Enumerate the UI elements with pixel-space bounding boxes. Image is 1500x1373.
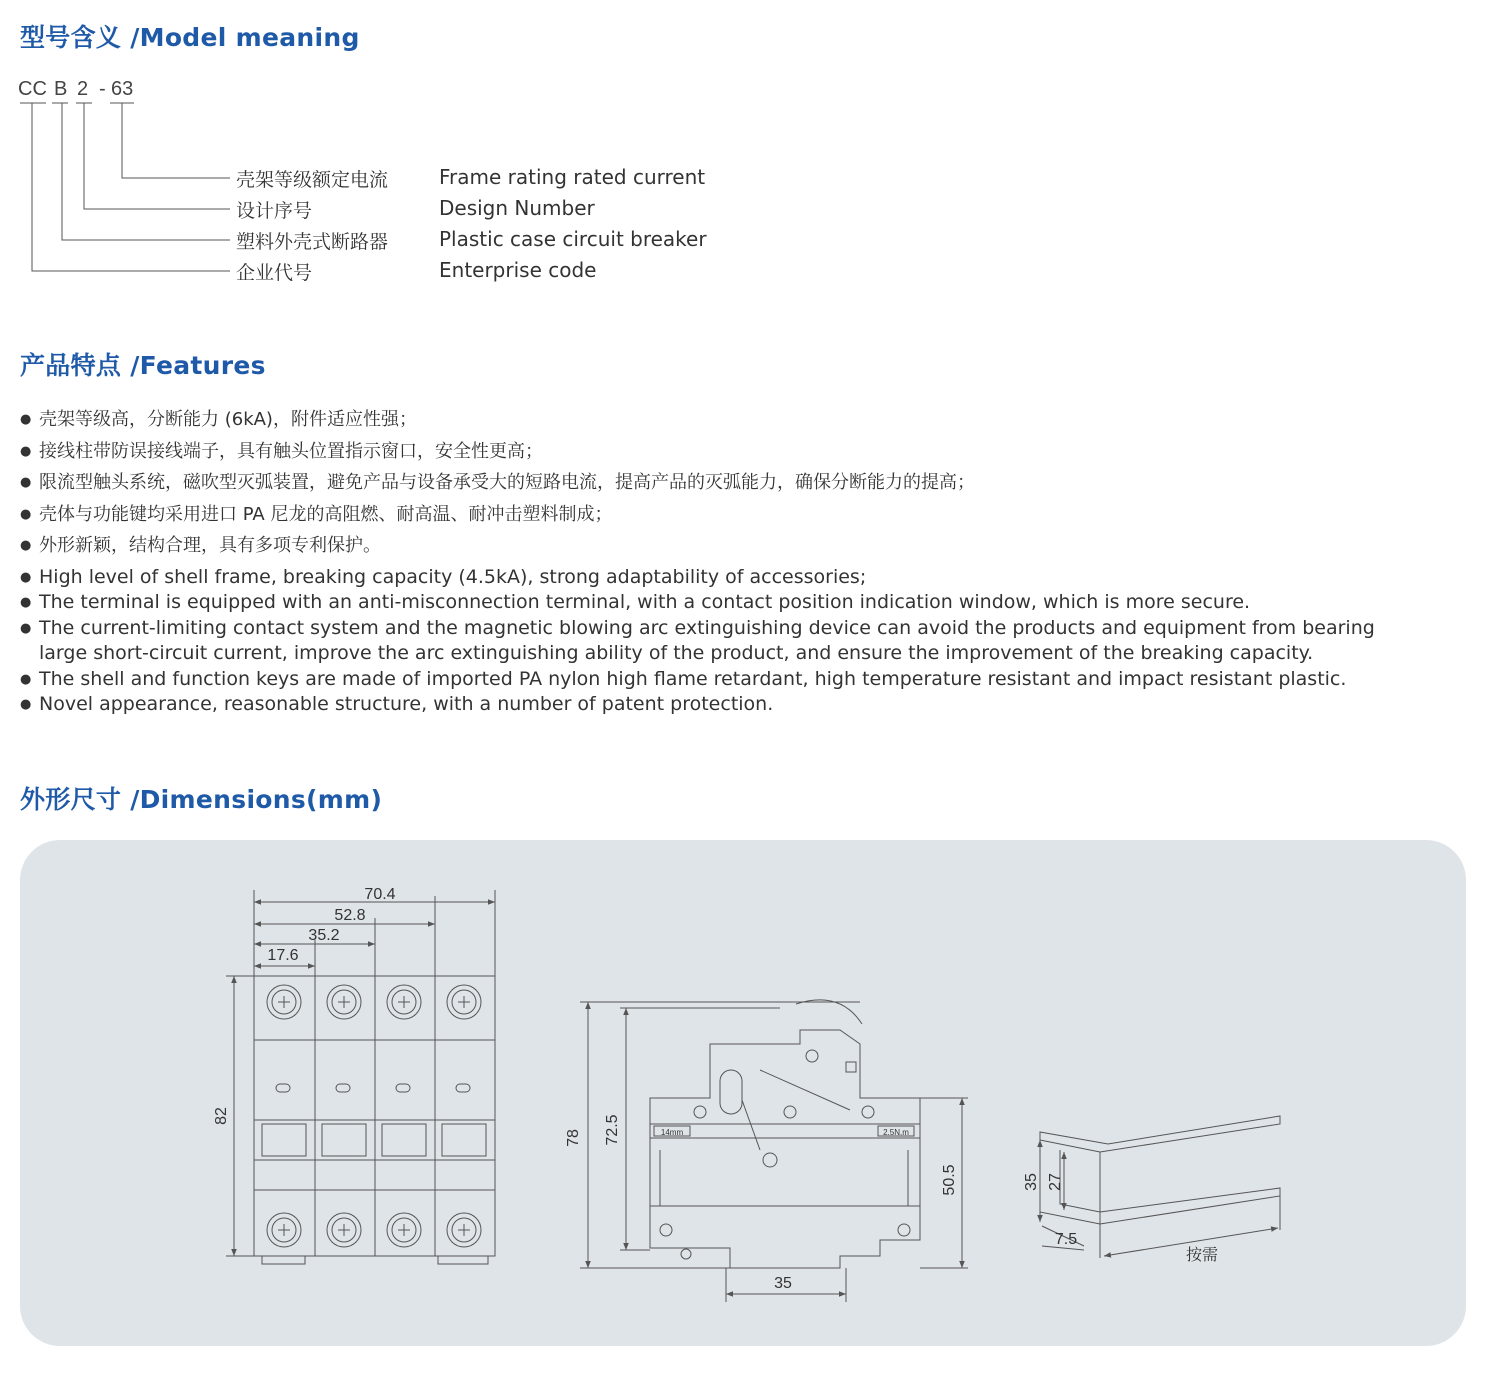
screw-cross <box>398 1224 410 1236</box>
model-code-company: CC <box>18 78 47 100</box>
side-strip-label: 14mm <box>660 1128 684 1137</box>
model-label-enterprise-en: Enterprise code <box>439 258 597 282</box>
feature-en-item: ● Novel appearance, reasonable structure, with a number of patent protection. <box>20 692 1399 717</box>
feature-cn-item: ● 壳体与功能键均采用进口 PA 尼龙的高阻燃、耐高温、耐冲击塑料制成； <box>20 499 975 531</box>
model-code-dash: - <box>99 78 106 100</box>
model-meaning-title: 型号含义 /Model meaning <box>20 23 360 52</box>
front-view <box>226 890 495 1264</box>
screw-cross <box>458 996 470 1008</box>
dim-front-width-2p: 35.2 <box>308 927 340 944</box>
model-code-type: B <box>54 78 68 100</box>
screw-cross <box>398 996 410 1008</box>
dim-rail-total-height: 35 <box>1023 1173 1040 1191</box>
model-code-design: 2 <box>77 78 89 100</box>
dim-side-front-height: 50.5 <box>941 1164 958 1196</box>
dim-rail-inner-height: 27 <box>1047 1173 1064 1191</box>
screw-cross <box>278 1224 290 1236</box>
model-label-design-number-en: Design Number <box>439 196 595 220</box>
dim-front-width-1p: 17.6 <box>267 947 299 964</box>
feature-en-item: ● The terminal is equipped with an anti-misconnection terminal, with a contact position indication window, which is more secure. <box>20 590 1399 615</box>
feature-en-item: ● The shell and function keys are made of imported PA nylon high flame retardant, high temperature resistant and impact resistant plastic. <box>20 667 1399 692</box>
dim-side-total-height: 78 <box>565 1129 582 1147</box>
model-code-rating: 63 <box>111 78 134 100</box>
model-label-product-cn: 塑料外壳式断路器 <box>236 231 389 253</box>
dim-rail-thickness: 7.5 <box>1054 1231 1078 1248</box>
model-label-rated-current-en: Frame rating rated current <box>439 165 706 189</box>
model-label-product-en: Plastic case circuit breaker <box>439 227 707 251</box>
feature-en-item: ● High level of shell frame, breaking capacity (4.5kA), strong adaptability of accessories; <box>20 565 1399 590</box>
dim-side-rail-width: 35 <box>774 1275 792 1292</box>
dim-side-body-height: 72.5 <box>604 1114 621 1146</box>
dimensions-title: 外形尺寸 /Dimensions(mm) <box>20 785 383 814</box>
screw-cross <box>278 996 290 1008</box>
feature-en-item: ● The current-limiting contact system and the magnetic blowing arc extinguishing device can avoid the products and equipment from bearing large short-circuit current, improve the arc extinguishing ability of the product, and ensure the improvement of the breaking capacity. <box>20 616 1399 667</box>
side-view <box>580 1000 968 1302</box>
features-title: 产品特点 /Features <box>20 351 266 380</box>
dim-front-height: 82 <box>213 1107 230 1125</box>
screw-cross <box>338 996 350 1008</box>
dim-rail-length: 按需 <box>1185 1247 1219 1264</box>
dim-front-width-3p: 52.8 <box>334 907 366 924</box>
feature-cn-item: ● 外形新颖，结构合理，具有多项专利保护。 <box>20 530 975 562</box>
feature-cn-item: ● 限流型触头系统，磁吹型灭弧装置，避免产品与设备承受大的短路电流，提高产品的灭弧能力，确保分断能力的提高； <box>20 467 975 499</box>
dim-front-width-total: 70.4 <box>364 886 396 903</box>
screw-cross <box>338 1224 350 1236</box>
feature-cn-item: ● 壳架等级高，分断能力 (6kA)，附件适应性强； <box>20 404 975 436</box>
model-label-rated-current-cn: 壳架等级额定电流 <box>236 169 389 191</box>
screw-cross <box>458 1224 470 1236</box>
model-label-design-number-cn: 设计序号 <box>236 200 313 222</box>
feature-cn-item: ● 接线柱带防误接线端子，具有触头位置指示窗口，安全性更高； <box>20 436 975 468</box>
model-label-enterprise-cn: 企业代号 <box>236 262 313 284</box>
side-torque-label: 2.5N.m <box>883 1128 909 1137</box>
